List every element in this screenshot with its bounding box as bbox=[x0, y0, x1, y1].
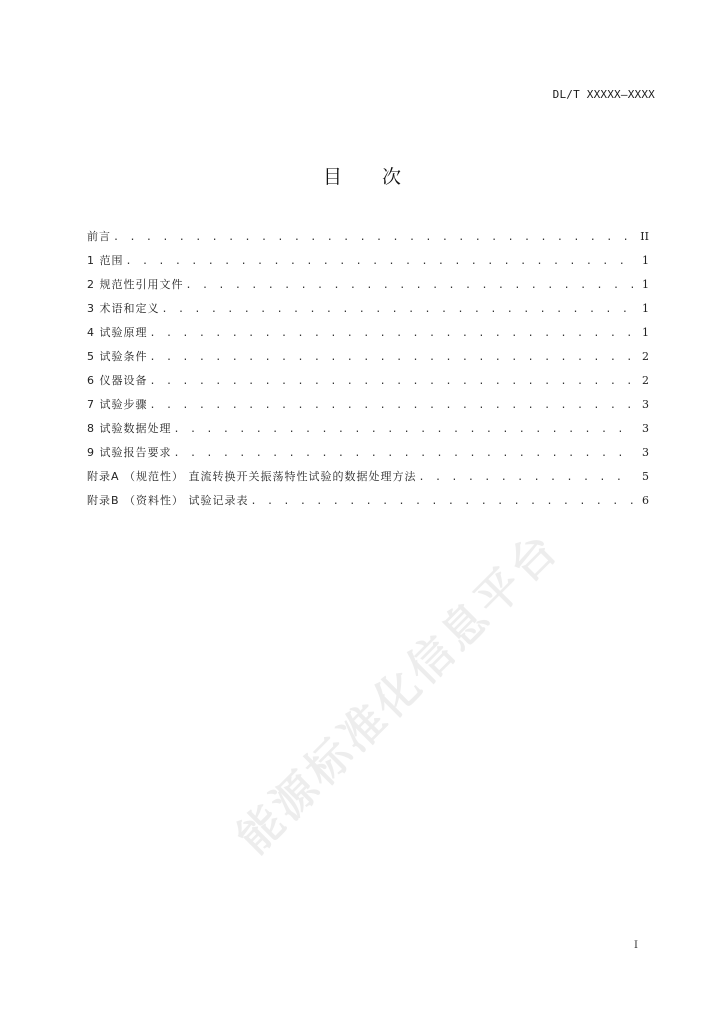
toc-entry-label: 6 仪器设备 bbox=[87, 374, 148, 387]
toc-entry-label: 8 试验数据处理 bbox=[87, 422, 172, 435]
toc-entry-page: 2 bbox=[642, 374, 649, 387]
toc-entry-foreword[interactable] bbox=[87, 229, 649, 253]
toc-entry-page: 3 bbox=[642, 446, 649, 459]
toc-title-part1: 目 bbox=[322, 166, 342, 188]
toc-leader-dots bbox=[150, 374, 634, 390]
toc-entry-appendix-a[interactable] bbox=[87, 469, 649, 493]
toc-leader-dots bbox=[150, 350, 634, 366]
document-code: DL/T XXXXX—XXXX bbox=[552, 88, 655, 101]
toc-entry-page: 6 bbox=[642, 494, 649, 507]
toc-entry-page: 1 bbox=[642, 326, 649, 339]
toc-entry-label: 7 试验步骤 bbox=[87, 398, 148, 411]
toc-leader-dots bbox=[113, 230, 633, 246]
toc-entry-page: 1 bbox=[642, 254, 649, 267]
toc-entry-page: 2 bbox=[642, 350, 649, 363]
toc-entry-test-conditions[interactable] bbox=[87, 349, 649, 373]
toc-entry-test-procedure[interactable] bbox=[87, 397, 649, 421]
toc-entry-label: 1 范围 bbox=[87, 254, 124, 267]
toc-entry-page: 1 bbox=[642, 302, 649, 315]
toc-entry-label: 2 规范性引用文件 bbox=[87, 278, 184, 291]
watermark: 能源标准化信息平台 bbox=[227, 522, 570, 864]
toc-entry-scope[interactable] bbox=[87, 253, 649, 277]
toc-entry-label: 附录B （资料性） 试验记录表 bbox=[87, 494, 249, 507]
toc-leader-dots bbox=[126, 254, 634, 270]
toc-leader-dots bbox=[419, 470, 633, 486]
toc-entry-label: 前言 bbox=[87, 230, 111, 243]
toc-entry-page: 3 bbox=[642, 398, 649, 411]
toc-entry-page: 1 bbox=[642, 278, 649, 291]
toc-entry-instruments[interactable] bbox=[87, 373, 649, 397]
toc-leader-dots bbox=[150, 398, 634, 414]
toc-entry-label: 附录A （规范性） 直流转换开关振荡特性试验的数据处理方法 bbox=[87, 470, 417, 483]
toc-entry-report-requirements[interactable] bbox=[87, 445, 649, 469]
toc-leader-dots bbox=[174, 422, 634, 438]
toc-entry-data-processing[interactable] bbox=[87, 421, 649, 445]
toc-entry-label: 4 试验原理 bbox=[87, 326, 148, 339]
toc-entry-label: 5 试验条件 bbox=[87, 350, 148, 363]
toc-entry-label: 9 试验报告要求 bbox=[87, 446, 172, 459]
toc-entry-terms-definitions[interactable] bbox=[87, 301, 649, 325]
toc-title bbox=[0, 162, 724, 189]
toc-leader-dots bbox=[150, 326, 634, 342]
table-of-contents bbox=[87, 229, 649, 517]
toc-entry-normative-references[interactable] bbox=[87, 277, 649, 301]
toc-title-part2: 次 bbox=[382, 166, 402, 188]
toc-entry-test-principle[interactable] bbox=[87, 325, 649, 349]
toc-leader-dots bbox=[186, 278, 634, 294]
toc-entry-appendix-b[interactable] bbox=[87, 493, 649, 517]
toc-entry-page: 5 bbox=[642, 470, 649, 483]
toc-leader-dots bbox=[251, 494, 633, 510]
toc-entry-page: II bbox=[640, 230, 649, 243]
toc-leader-dots bbox=[174, 446, 634, 462]
page-number: I bbox=[634, 940, 638, 951]
toc-leader-dots bbox=[162, 302, 634, 318]
toc-entry-page: 3 bbox=[642, 422, 649, 435]
toc-entry-label: 3 术语和定义 bbox=[87, 302, 160, 315]
